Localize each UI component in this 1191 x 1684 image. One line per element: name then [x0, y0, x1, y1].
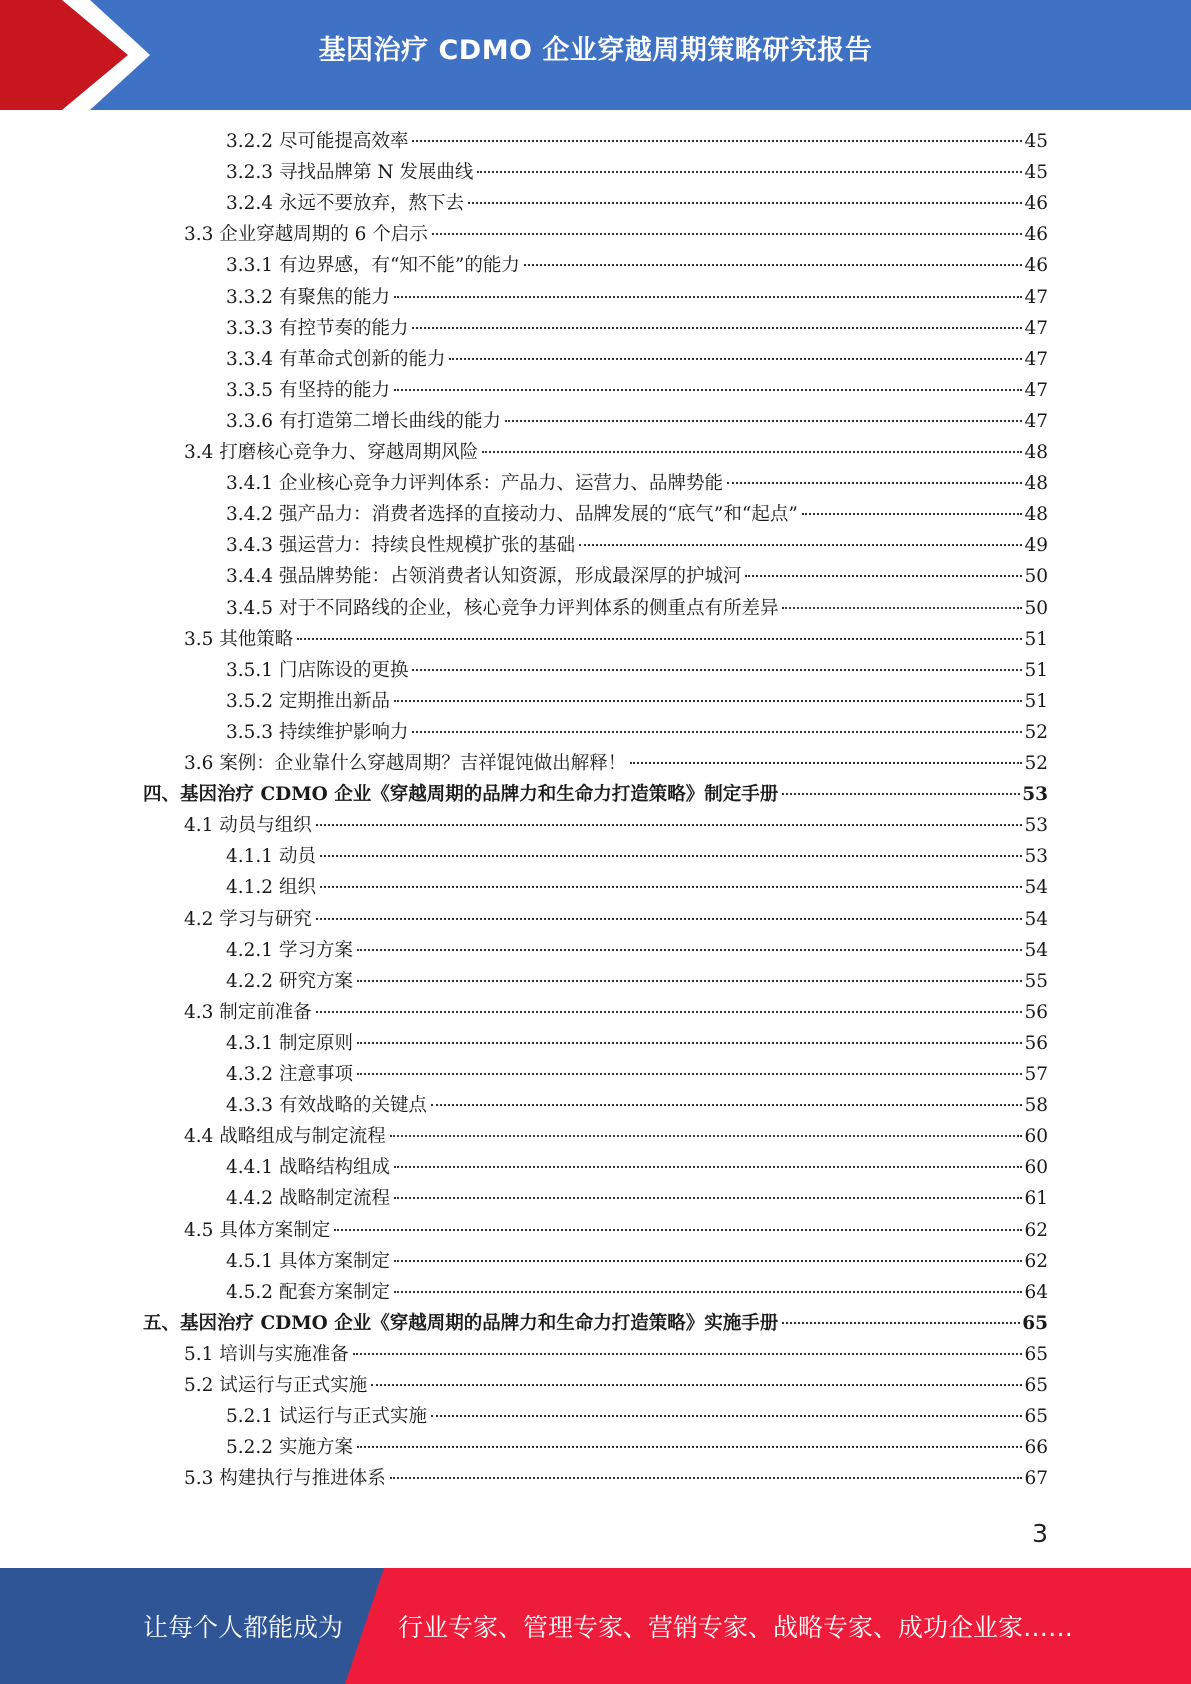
toc-entry[interactable]: [226, 686, 1048, 717]
page-footer: [0, 1568, 1191, 1684]
toc-entry-title: 5.1 培训与实施准备: [184, 1344, 349, 1365]
toc-entry-title: 3.5.3 持续维护影响力: [226, 722, 409, 743]
toc-entry[interactable]: [226, 126, 1048, 157]
toc-entry-title: 3.5.1 门店陈设的更换: [226, 660, 409, 681]
toc-entry-page: 48: [1024, 473, 1048, 494]
toc-entry-title: 4.5.1 具体方案制定: [226, 1251, 390, 1272]
toc-entry-page: 61: [1024, 1188, 1048, 1209]
toc-entry-title: 五、基因治疗 CDMO 企业《穿越周期的品牌力和生命力打造策略》实施手册: [143, 1313, 779, 1334]
toc-dot-leader: [505, 420, 1022, 422]
toc-entry[interactable]: [226, 188, 1048, 219]
toc-entry[interactable]: [143, 779, 1048, 810]
toc-entry[interactable]: [226, 1401, 1048, 1432]
toc-dot-leader: [371, 1384, 1022, 1386]
toc-entry-title: 4.4 战略组成与制定流程: [184, 1126, 386, 1147]
toc-entry[interactable]: [226, 1028, 1048, 1059]
toc-dot-leader: [727, 482, 1022, 484]
toc-entry-title: 3.4.2 强产品力：消费者选择的直接动力、品牌发展的“底气”和“起点”: [226, 504, 798, 525]
page-header: [0, 0, 1191, 110]
toc-entry-page: 62: [1024, 1220, 1048, 1241]
toc-dot-leader: [782, 1322, 1020, 1324]
toc-entry-page: 65: [1022, 1313, 1048, 1334]
toc-entry-page: 53: [1024, 846, 1048, 867]
toc-entry-page: 46: [1024, 193, 1048, 214]
toc-entry-page: 48: [1024, 504, 1048, 525]
toc-entry-title: 5.3 构建执行与推进体系: [184, 1468, 386, 1489]
toc-dot-leader: [334, 1229, 1022, 1231]
toc-entry-page: 48: [1024, 442, 1048, 463]
toc-entry-title: 4.5.2 配套方案制定: [226, 1282, 390, 1303]
toc-entry[interactable]: [143, 1308, 1048, 1339]
toc-entry[interactable]: [226, 1152, 1048, 1183]
toc-entry-title: 4.1 动员与组织: [184, 815, 312, 836]
toc-entry[interactable]: [226, 872, 1048, 903]
toc-entry-title: 3.3.6 有打造第二增长曲线的能力: [226, 411, 501, 432]
toc-entry[interactable]: [184, 624, 1048, 655]
toc-entry-title: 3.4 打磨核心竞争力、穿越周期风险: [184, 442, 479, 463]
toc-entry-page: 65: [1024, 1375, 1048, 1396]
toc-entry-title: 4.2.2 研究方案: [226, 971, 353, 992]
toc-dot-leader: [412, 669, 1022, 671]
toc-entry-title: 4.3.3 有效战略的关键点: [226, 1095, 427, 1116]
toc-entry[interactable]: [226, 1059, 1048, 1090]
toc-dot-leader: [782, 793, 1020, 795]
toc-entry-title: 5.2 试运行与正式实施: [184, 1375, 368, 1396]
toc-entry-page: 51: [1024, 629, 1048, 650]
toc-entry[interactable]: [184, 1370, 1048, 1401]
toc-entry-title: 5.2.2 实施方案: [226, 1437, 353, 1458]
toc-entry[interactable]: [226, 1183, 1048, 1214]
toc-entry-page: 53: [1024, 815, 1048, 836]
toc-dot-leader: [394, 700, 1022, 702]
toc-entry[interactable]: [184, 437, 1048, 468]
toc-entry[interactable]: [226, 593, 1048, 624]
toc-entry-title: 4.3.2 注意事项: [226, 1064, 353, 1085]
toc-entry[interactable]: [226, 1277, 1048, 1308]
toc-entry-page: 53: [1022, 784, 1048, 805]
toc-entry-page: 55: [1024, 971, 1048, 992]
toc-entry[interactable]: [184, 810, 1048, 841]
toc-dot-leader: [390, 1477, 1023, 1479]
toc-dot-leader: [316, 918, 1023, 920]
header-title: 基因治疗 CDMO 企业穿越周期策略研究报告: [318, 35, 873, 66]
toc-dot-leader: [431, 1104, 1022, 1106]
toc-entry-title: 3.3.4 有革命式创新的能力: [226, 349, 446, 370]
toc-dot-leader: [630, 762, 1022, 764]
toc-entry-title: 4.5 具体方案制定: [184, 1220, 331, 1241]
toc-dot-leader: [394, 1197, 1022, 1199]
toc-dot-leader: [316, 824, 1023, 826]
toc-entry[interactable]: [184, 219, 1048, 250]
toc-entry[interactable]: [184, 1463, 1048, 1494]
toc-entry-title: 4.4.1 战略结构组成: [226, 1157, 390, 1178]
toc-entry-page: 62: [1024, 1251, 1048, 1272]
toc-dot-leader: [802, 513, 1023, 515]
toc-entry[interactable]: [226, 717, 1048, 748]
toc-entry-page: 47: [1024, 318, 1048, 339]
toc-entry[interactable]: [226, 313, 1048, 344]
toc-entry[interactable]: [184, 997, 1048, 1028]
toc-entry-page: 57: [1024, 1064, 1048, 1085]
toc-entry-title: 3.3 企业穿越周期的 6 个启示: [184, 224, 428, 245]
toc-dot-leader: [477, 171, 1022, 173]
toc-entry[interactable]: [226, 530, 1048, 561]
toc-entry-page: 49: [1024, 535, 1048, 556]
toc-entry[interactable]: [184, 1215, 1048, 1246]
toc-entry-page: 64: [1024, 1282, 1048, 1303]
toc-entry-page: 46: [1024, 224, 1048, 245]
toc-entry-title: 3.6 案例：企业靠什么穿越周期？吉祥馄饨做出解释！: [184, 753, 627, 774]
toc-entry-title: 3.3.3 有控节奏的能力: [226, 318, 409, 339]
page-number: 3: [1032, 1519, 1048, 1548]
toc-entry[interactable]: [184, 904, 1048, 935]
toc-entry-page: 54: [1024, 877, 1048, 898]
toc-entry-title: 3.4.5 对于不同路线的企业，核心竞争力评判体系的侧重点有所差异: [226, 598, 779, 619]
toc-entry-page: 45: [1024, 162, 1048, 183]
toc-entry-page: 58: [1024, 1095, 1048, 1116]
toc-dot-leader: [357, 1042, 1023, 1044]
toc-entry-title: 3.4.4 强品牌势能：占领消费者认知资源，形成最深厚的护城河: [226, 566, 742, 587]
toc-dot-leader: [782, 607, 1022, 609]
toc-entry-title: 四、基因治疗 CDMO 企业《穿越周期的品牌力和生命力打造策略》制定手册: [143, 784, 779, 805]
toc-dot-leader: [468, 202, 1022, 204]
toc-dot-leader: [357, 1073, 1023, 1075]
toc-entry[interactable]: [226, 935, 1048, 966]
toc-entry-title: 4.2 学习与研究: [184, 909, 312, 930]
toc-dot-leader: [394, 389, 1022, 391]
toc-entry[interactable]: [226, 282, 1048, 313]
toc-entry-page: 47: [1024, 287, 1048, 308]
toc-entry[interactable]: [226, 375, 1048, 406]
toc-entry-title: 5.2.1 试运行与正式实施: [226, 1406, 427, 1427]
toc-entry-page: 65: [1024, 1344, 1048, 1365]
toc-dot-leader: [320, 886, 1023, 888]
toc-entry[interactable]: [226, 1090, 1048, 1121]
toc-entry[interactable]: [226, 499, 1048, 530]
footer-slogan-left: 让每个人都能成为: [143, 1613, 344, 1642]
toc-dot-leader: [394, 296, 1022, 298]
toc-entry[interactable]: [226, 468, 1048, 499]
toc-entry[interactable]: [226, 250, 1048, 281]
toc-entry-page: 47: [1024, 380, 1048, 401]
toc-dot-leader: [357, 980, 1023, 982]
toc-entry-page: 56: [1024, 1002, 1048, 1023]
toc-dot-leader: [357, 1446, 1023, 1448]
toc-dot-leader: [579, 544, 1022, 546]
toc-entry[interactable]: [226, 1246, 1048, 1277]
toc-dot-leader: [745, 575, 1022, 577]
toc-dot-leader: [482, 451, 1022, 453]
toc-entry[interactable]: [226, 841, 1048, 872]
toc-entry-page: 66: [1024, 1437, 1048, 1458]
toc-entry[interactable]: [184, 1339, 1048, 1370]
toc-entry-page: 52: [1024, 753, 1048, 774]
toc-entry-title: 4.4.2 战略制定流程: [226, 1188, 390, 1209]
toc-entry-page: 54: [1024, 909, 1048, 930]
toc-entry-title: 4.1.2 组织: [226, 877, 316, 898]
toc-entry-page: 47: [1024, 349, 1048, 370]
toc-entry-title: 3.4.3 强运营力：持续良性规模扩张的基础: [226, 535, 575, 556]
toc-entry-page: 56: [1024, 1033, 1048, 1054]
toc-dot-leader: [432, 233, 1023, 235]
toc-entry-title: 3.2.2 尽可能提高效率: [226, 131, 409, 152]
toc-dot-leader: [353, 1353, 1023, 1355]
toc-entry-page: 51: [1024, 660, 1048, 681]
toc-dot-leader: [357, 949, 1023, 951]
toc-entry-page: 67: [1024, 1468, 1048, 1489]
toc-entry-title: 3.3.1 有边界感，有“知不能”的能力: [226, 255, 520, 276]
toc-entry-title: 4.2.1 学习方案: [226, 940, 353, 961]
toc-entry[interactable]: [184, 1121, 1048, 1152]
toc-entry-page: 46: [1024, 255, 1048, 276]
toc-entry-page: 54: [1024, 940, 1048, 961]
toc-entry-page: 52: [1024, 722, 1048, 743]
toc-entry-title: 3.4.1 企业核心竞争力评判体系：产品力、运营力、品牌势能: [226, 473, 723, 494]
toc-entry[interactable]: [226, 561, 1048, 592]
toc-dot-leader: [320, 855, 1023, 857]
toc-entry-page: 50: [1024, 566, 1048, 587]
toc-dot-leader: [316, 1011, 1023, 1013]
toc-entry-page: 51: [1024, 691, 1048, 712]
toc-entry-page: 60: [1024, 1157, 1048, 1178]
toc-entry[interactable]: [226, 406, 1048, 437]
toc-dot-leader: [449, 358, 1022, 360]
toc-dot-leader: [394, 1291, 1022, 1293]
toc-entry-title: 3.5 其他策略: [184, 629, 294, 650]
toc-entry-page: 47: [1024, 411, 1048, 432]
toc-entry-title: 4.3 制定前准备: [184, 1002, 312, 1023]
toc-dot-leader: [394, 1260, 1022, 1262]
toc-entry-page: 65: [1024, 1406, 1048, 1427]
toc-entry-title: 3.2.3 寻找品牌第 N 发展曲线: [226, 162, 474, 183]
toc-entry[interactable]: [226, 344, 1048, 375]
toc-entry-title: 3.5.2 定期推出新品: [226, 691, 390, 712]
toc-dot-leader: [431, 1415, 1022, 1417]
toc-dot-leader: [412, 731, 1022, 733]
toc-entry-page: 60: [1024, 1126, 1048, 1147]
toc-dot-leader: [412, 140, 1022, 142]
toc-entry-title: 4.3.1 制定原则: [226, 1033, 353, 1054]
toc-dot-leader: [297, 638, 1022, 640]
toc-entry-page: 50: [1024, 598, 1048, 619]
toc-entry[interactable]: [226, 655, 1048, 686]
toc-dot-leader: [394, 1166, 1022, 1168]
toc-entry-title: 3.2.4 永远不要放弃，熬下去: [226, 193, 464, 214]
toc-entry[interactable]: [226, 157, 1048, 188]
toc-dot-leader: [390, 1135, 1023, 1137]
toc-dot-leader: [412, 327, 1022, 329]
toc-entry-title: 4.1.1 动员: [226, 846, 316, 867]
toc-entry[interactable]: [184, 748, 1048, 779]
footer-slogan-right: 行业专家、管理专家、营销专家、战略专家、成功企业家……: [398, 1613, 1074, 1642]
toc-entry[interactable]: [226, 966, 1048, 997]
toc-entry-title: 3.3.5 有坚持的能力: [226, 380, 390, 401]
toc-dot-leader: [524, 264, 1023, 266]
toc-entry-title: 3.3.2 有聚焦的能力: [226, 287, 390, 308]
toc-entry-page: 45: [1024, 131, 1048, 152]
toc-entry[interactable]: [226, 1432, 1048, 1463]
